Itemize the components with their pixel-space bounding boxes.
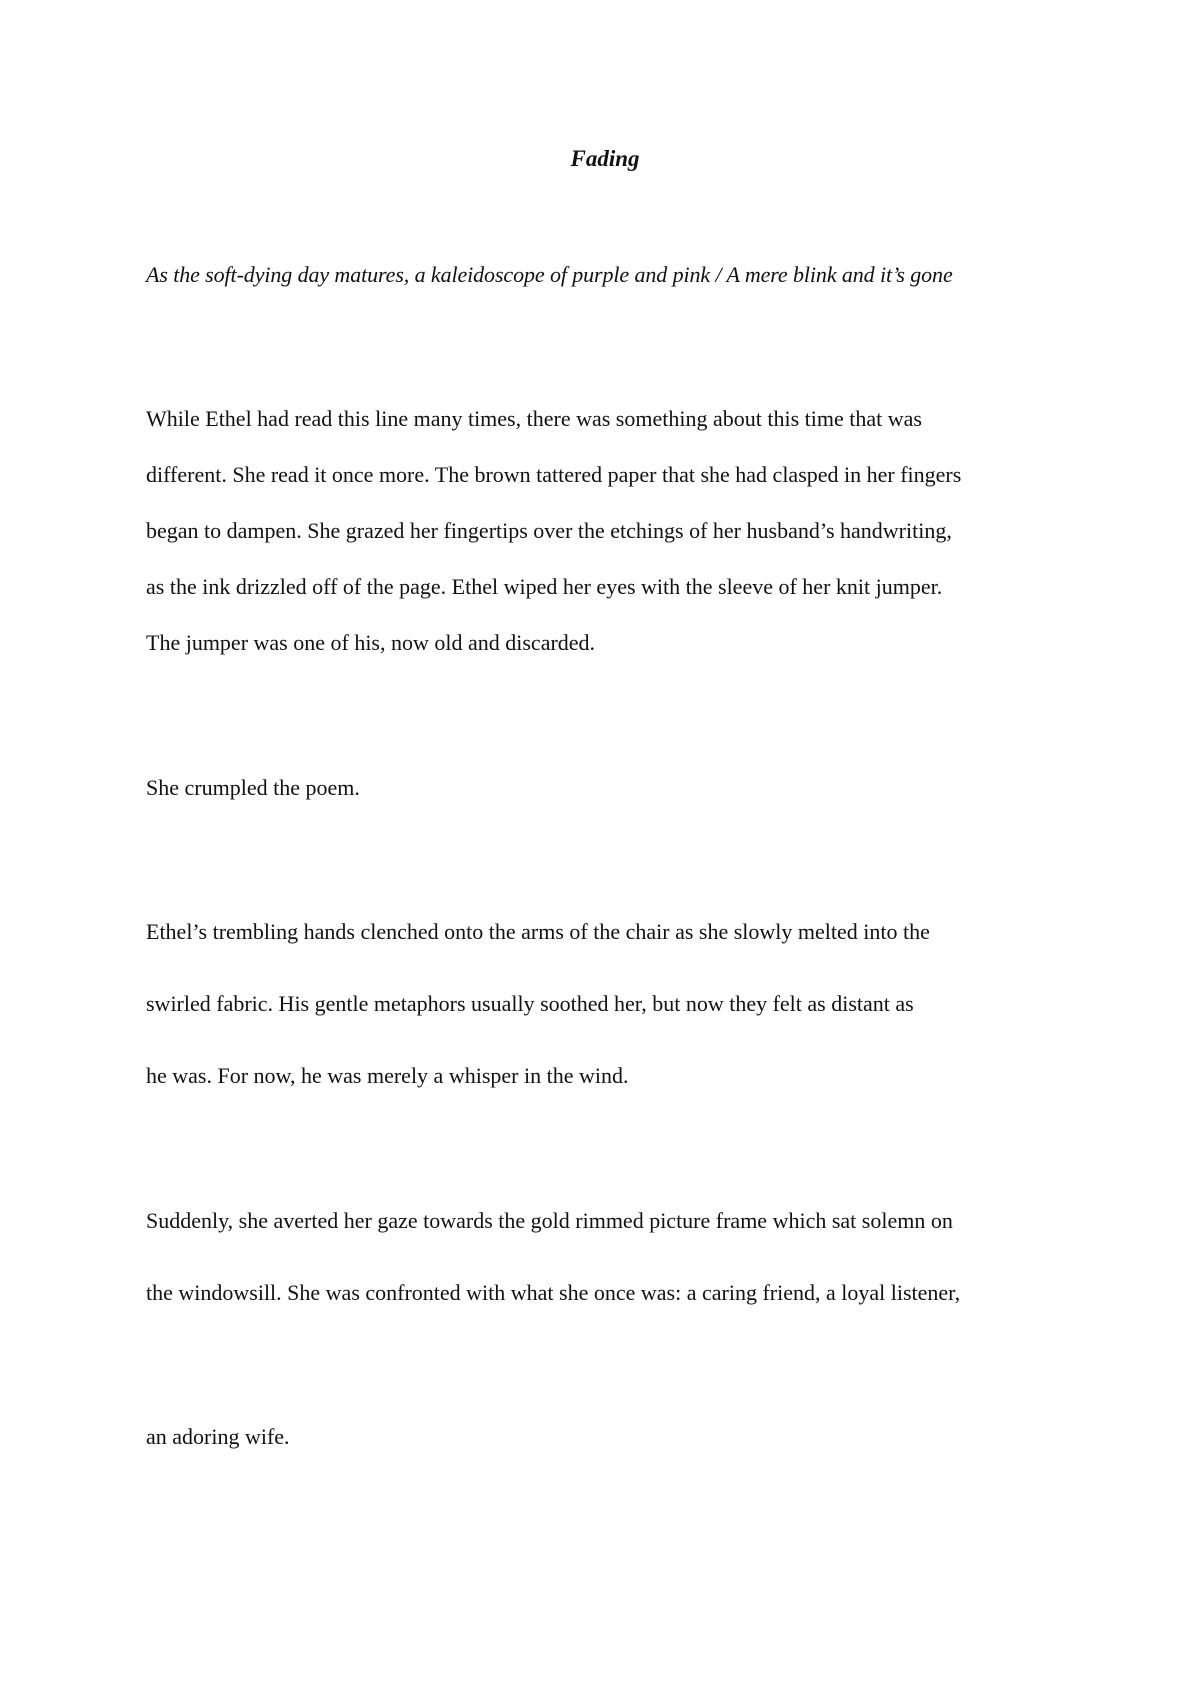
- paragraph-line: he was. For now, he was merely a whisper in the wind.: [146, 1063, 629, 1088]
- paragraph-line: the windowsill. She was confronted with what she once was: a caring friend, a loyal listener,: [146, 1280, 961, 1305]
- paragraph-line: swirled fabric. His gentle metaphors usually soothed her, but now they felt as distant as: [146, 991, 914, 1016]
- paragraph-line: While Ethel had read this line many times, there was something about this time that was: [146, 406, 922, 431]
- paragraph-line: different. She read it once more. The brown tattered paper that she had clasped in her fingers: [146, 462, 962, 487]
- document-title: Fading: [570, 146, 640, 171]
- paragraph-line: The jumper was one of his, now old and discarded.: [146, 630, 596, 655]
- paragraph-line: began to dampen. She grazed her fingertips over the etchings of her husband’s handwriting,: [146, 518, 952, 543]
- paragraph-line: Ethel’s trembling hands clenched onto the arms of the chair as she slowly melted into the: [146, 919, 930, 944]
- paragraph-line: an adoring wife.: [146, 1424, 290, 1449]
- paragraph-line: Suddenly, she averted her gaze towards the gold rimmed picture frame which sat solemn on: [146, 1208, 953, 1233]
- paragraph-line: She crumpled the poem.: [146, 775, 360, 800]
- paragraph-line: as the ink drizzled off of the page. Ethel wiped her eyes with the sleeve of her knit jumper.: [146, 574, 943, 599]
- epigraph: As the soft-dying day matures, a kaleidoscope of purple and pink / A mere blink and it’s gone: [146, 262, 953, 287]
